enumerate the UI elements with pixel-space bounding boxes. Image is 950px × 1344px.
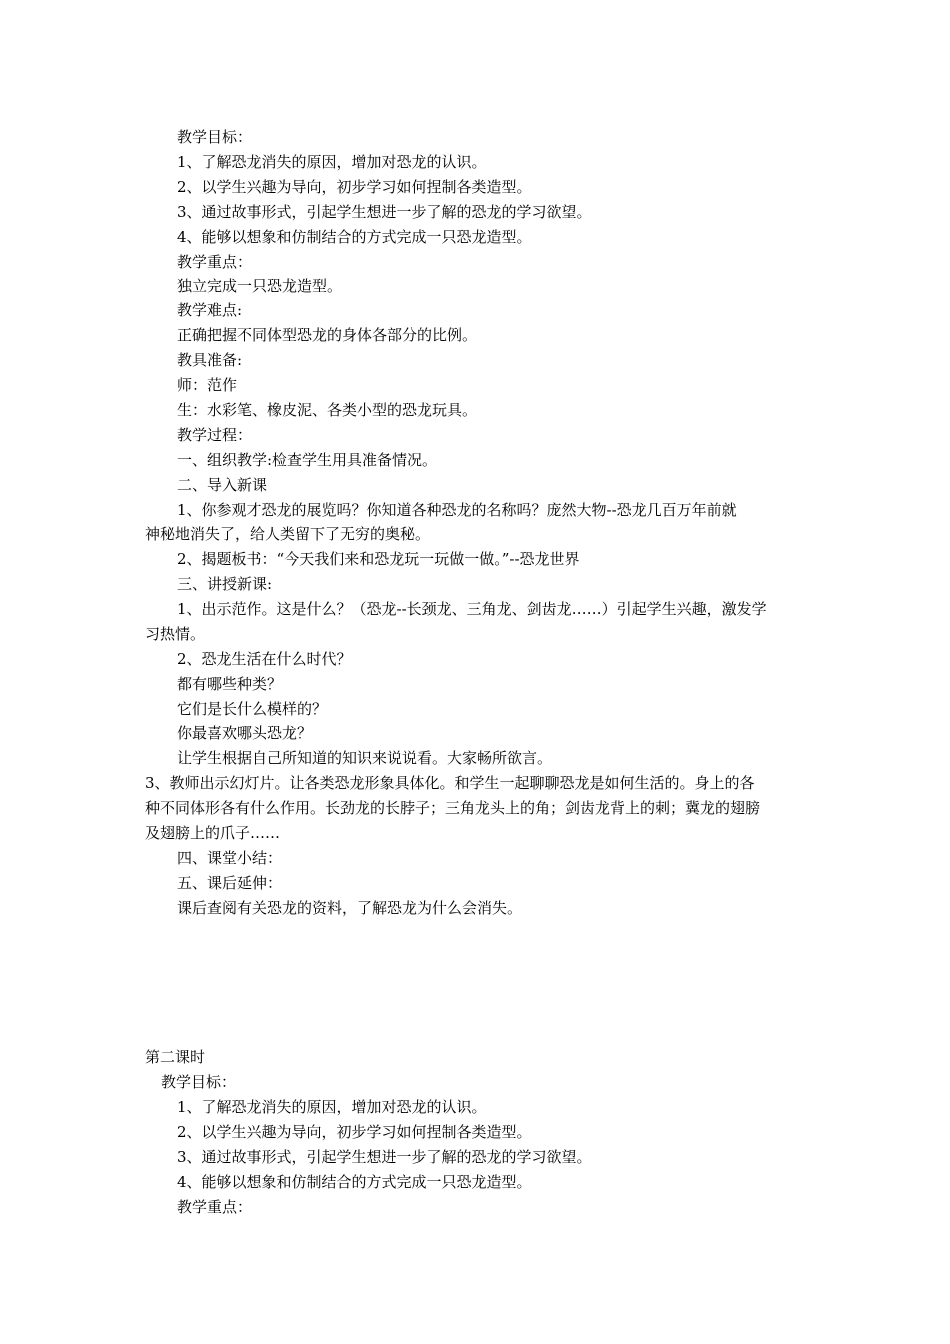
objective-item: 2、以学生兴趣为导向，初步学习如何捏制各类造型。 bbox=[177, 1123, 532, 1141]
section-title: 第二课时 bbox=[145, 1048, 206, 1066]
process-step: 四、课堂小结： bbox=[177, 849, 283, 867]
paragraph-line: 1、你参观才恐龙的展览吗？你知道各种恐龙的名称吗？庞然大物--恐龙几百万年前就 bbox=[177, 501, 737, 519]
objective-item: 2、以学生兴趣为导向，初步学习如何捏制各类造型。 bbox=[177, 178, 532, 196]
objectives-heading: 教学目标： bbox=[177, 128, 253, 146]
paragraph-line: 及翅膀上的爪子…… bbox=[145, 824, 281, 842]
materials-student: 生：水彩笔、橡皮泥、各类小型的恐龙玩具。 bbox=[177, 401, 478, 419]
paragraph-line: 让学生根据自己所知道的知识来说说看。大家畅所欲言。 bbox=[177, 749, 553, 767]
process-step: 一、组织教学:检查学生用具准备情况。 bbox=[177, 451, 438, 469]
key-points-text: 独立完成一只恐龙造型。 bbox=[177, 277, 343, 295]
objectives-heading: 教学目标： bbox=[161, 1073, 237, 1091]
materials-teacher: 师：范作 bbox=[177, 376, 238, 394]
process-heading: 教学过程： bbox=[177, 426, 253, 444]
key-points-heading: 教学重点： bbox=[177, 1198, 253, 1216]
paragraph-line: 课后查阅有关恐龙的资料，了解恐龙为什么会消失。 bbox=[177, 899, 523, 917]
materials-heading: 教具准备: bbox=[177, 351, 243, 369]
paragraph-line: 2、揭题板书：“今天我们来和恐龙玩一玩做一做。”--恐龙世界 bbox=[177, 550, 580, 568]
objective-item: 4、能够以想象和仿制结合的方式完成一只恐龙造型。 bbox=[177, 1173, 532, 1191]
paragraph-line: 习热情。 bbox=[145, 625, 206, 643]
objective-item: 1、了解恐龙消失的原因，增加对恐龙的认识。 bbox=[177, 1098, 487, 1116]
paragraph-line: 3、教师出示幻灯片。让各类恐龙形象具体化。和学生一起聊聊恐龙是如何生活的。身上的各 bbox=[145, 774, 755, 792]
process-step: 三、讲授新课: bbox=[177, 575, 273, 593]
objective-item: 3、通过故事形式，引起学生想进一步了解的恐龙的学习欲望。 bbox=[177, 1148, 592, 1166]
paragraph-line: 都有哪些种类？ bbox=[177, 675, 283, 693]
objective-item: 3、通过故事形式，引起学生想进一步了解的恐龙的学习欲望。 bbox=[177, 203, 592, 221]
difficulties-heading: 教学难点: bbox=[177, 301, 243, 319]
paragraph-line: 2、恐龙生活在什么时代？ bbox=[177, 650, 352, 668]
paragraph-line: 它们是长什么模样的？ bbox=[177, 700, 328, 718]
paragraph-line: 1、出示范作。这是什么？（恐龙--长颈龙、三角龙、剑齿龙……）引起学生兴趣，激发学 bbox=[177, 600, 767, 618]
paragraph-line: 你最喜欢哪头恐龙？ bbox=[177, 724, 313, 742]
difficulties-text: 正确把握不同体型恐龙的身体各部分的比例。 bbox=[177, 326, 478, 344]
paragraph-line: 神秘地消失了，给人类留下了无穷的奥秘。 bbox=[145, 525, 431, 543]
process-step: 二、导入新课 bbox=[177, 476, 268, 494]
key-points-heading: 教学重点： bbox=[177, 253, 253, 271]
process-step: 五、课后延伸： bbox=[177, 874, 283, 892]
objective-item: 4、能够以想象和仿制结合的方式完成一只恐龙造型。 bbox=[177, 228, 532, 246]
objective-item: 1、了解恐龙消失的原因，增加对恐龙的认识。 bbox=[177, 153, 487, 171]
paragraph-line: 种不同体形各有什么作用。长劲龙的长脖子；三角龙头上的角；剑齿龙背上的刺；冀龙的翅膀 bbox=[145, 799, 761, 817]
